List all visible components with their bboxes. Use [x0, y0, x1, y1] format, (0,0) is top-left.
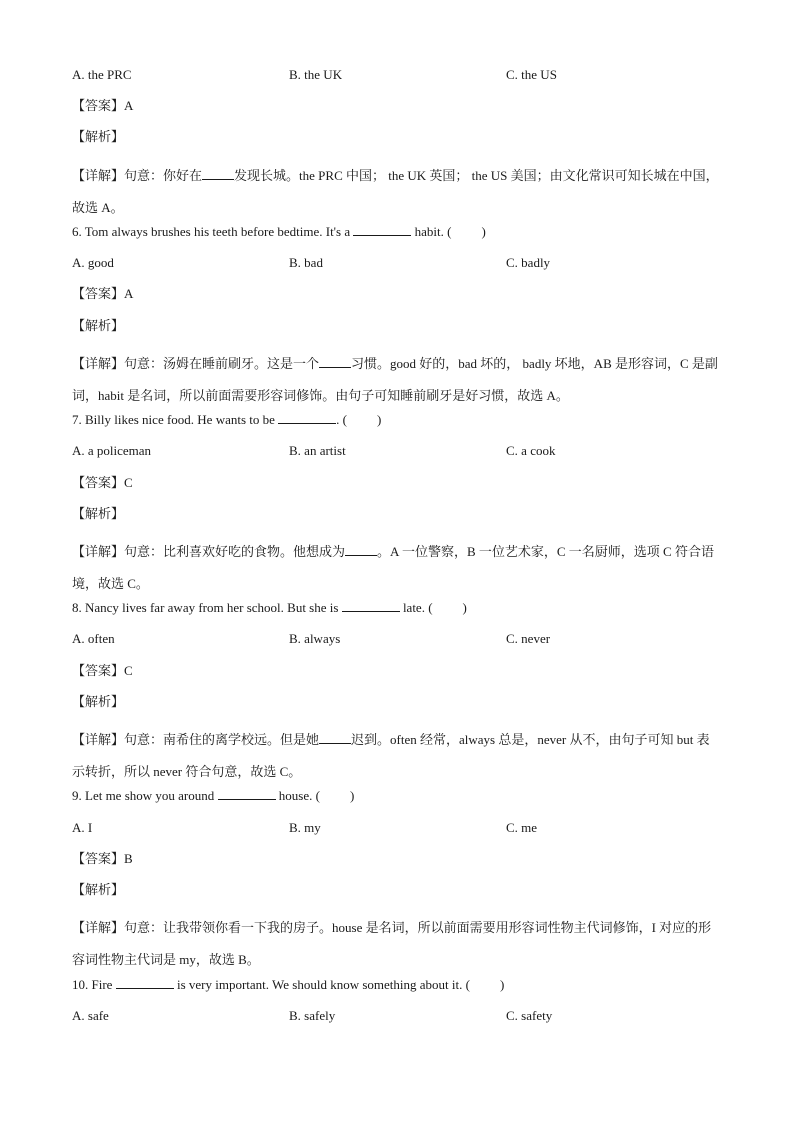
q6-answer	[72, 285, 722, 316]
analysis-tag: 【解析】	[72, 883, 125, 898]
analysis-tag: 【解析】	[72, 318, 125, 334]
detail-text: 习惯。good 好的，bad 坏的， badly 坏地，AB 是形容词，C 是副词，habit 是名词，所以前面需要形容词修饰。由句子可知睡前刷牙是好习惯，故选 A。	[72, 355, 718, 403]
answer-tag: 【答案】	[72, 287, 125, 303]
answer-value: C	[124, 474, 133, 490]
detail-tag: 【详解】	[72, 733, 125, 749]
q7-stem	[72, 411, 722, 442]
detail-text: 句意：南希住的离学校远。但是她	[124, 732, 320, 748]
stem-text: is very important. We should know something about it. (	[176, 976, 470, 992]
answer-value: C	[124, 662, 133, 678]
q7-answer	[72, 474, 722, 505]
answer-value: B	[124, 850, 133, 866]
stem-text: habit. (	[414, 223, 452, 239]
q8-option-a: A. often	[72, 631, 115, 647]
q10-option-a: A. safe	[72, 1007, 109, 1023]
detail-tag: 【详解】	[72, 921, 125, 937]
blank	[278, 411, 336, 424]
stem-text: )	[462, 600, 467, 616]
stem-text: )	[499, 976, 505, 992]
answer-tag: 【答案】	[72, 851, 125, 867]
answer-tag: 【答案】	[72, 475, 125, 491]
detail-text: 。A 一位警察，B 一位艺术家，C 一名厨师，选项 C 符合语境，故选 C。	[72, 543, 714, 592]
q6-options	[72, 254, 722, 285]
q10-option-b: B. safely	[289, 1007, 336, 1023]
analysis-tag: 【解析】	[72, 130, 125, 146]
q9-stem	[72, 787, 722, 818]
q9-options	[72, 819, 722, 850]
detail-tag: 【详解】	[72, 356, 125, 372]
blank	[342, 599, 400, 612]
detail-text: 句意：你好在	[124, 167, 203, 183]
stem-text: 6. Tom always brushes his teeth before bedtime. It's a	[72, 223, 351, 239]
blank	[345, 543, 377, 556]
q10-options	[72, 1007, 722, 1038]
q6-stem	[72, 223, 722, 254]
q8-stem	[72, 599, 722, 630]
analysis-tag: 【解析】	[72, 694, 125, 710]
answer-tag: 【答案】	[72, 663, 125, 679]
q7-option-c: C. a cook	[506, 443, 556, 459]
stem-text: 8. Nancy lives far away from her school. But she is	[72, 600, 339, 616]
blank	[319, 355, 351, 368]
blank	[116, 976, 174, 989]
answer-tag: 【答案】	[72, 99, 125, 115]
q7-option-a: A. a policeman	[72, 443, 152, 459]
q5-analysis	[72, 128, 722, 159]
q9-analysis	[72, 881, 722, 912]
q9-option-b: B. my	[289, 819, 321, 835]
q9-option-a: A. I	[72, 819, 93, 835]
stem-text: . (	[336, 412, 348, 428]
detail-text: 句意：让我带领你看一下我的房子。house 是名词，所以前面需要用形容词性物主代词修饰，I 对应的形容词性物主代词是 my，故选 B。	[72, 920, 712, 968]
q6-detail	[72, 348, 722, 411]
detail-text: 句意：比利喜欢好吃的食物。他想成为	[124, 543, 346, 559]
stem-text: late. (	[402, 600, 433, 616]
blank	[202, 167, 234, 180]
q8-option-b: B. always	[289, 631, 341, 647]
detail-text: 迟到。often 经常，always 总是，never 从不，由句子可知 but 表示转折，所以 never 符合句意，故选 C。	[72, 732, 710, 780]
stem-text: 10. Fire	[72, 976, 113, 992]
q10-option-c: C. safety	[506, 1007, 553, 1023]
stem-text: )	[481, 223, 486, 239]
stem-text: )	[377, 412, 382, 428]
q6-option-b: B. bad	[289, 255, 323, 271]
q6-option-a: A. good	[72, 255, 114, 271]
answer-value: A	[124, 286, 134, 302]
blank	[218, 787, 276, 800]
blank	[319, 731, 351, 744]
q8-options	[72, 630, 722, 661]
q8-answer	[72, 662, 722, 693]
q10-stem	[72, 976, 722, 1007]
q5-options	[72, 66, 722, 97]
detail-tag: 【详解】	[72, 544, 125, 560]
stem-text: )	[349, 788, 355, 804]
q5-option-c: C. the US	[506, 67, 557, 82]
q5-answer	[72, 97, 722, 128]
q7-detail	[72, 536, 722, 599]
answer-value: A	[124, 98, 134, 114]
detail-tag: 【详解】	[72, 168, 125, 184]
blank	[353, 223, 411, 236]
stem-text: 9. Let me show you around	[72, 788, 215, 804]
q8-option-c: C. never	[506, 631, 551, 647]
q6-option-c: C. badly	[506, 255, 551, 271]
q9-answer	[72, 850, 722, 881]
q9-detail	[72, 912, 722, 975]
q7-options	[72, 442, 722, 473]
detail-text: 句意：汤姆在睡前刷牙。这是一个	[124, 355, 320, 371]
q5-option-b: B. the UK	[289, 67, 343, 82]
q7-analysis	[72, 505, 722, 536]
q6-analysis	[72, 317, 722, 348]
document-page	[72, 66, 722, 1038]
stem-text: 7. Billy likes nice food. He wants to be	[72, 412, 275, 428]
q8-detail	[72, 724, 722, 787]
stem-text: house. (	[278, 788, 320, 804]
q8-analysis	[72, 693, 722, 724]
detail-text: 发现长城。the PRC 中国； the UK 英国； the US 美国；由文化常识可知长城在中国，故选 A。	[72, 167, 719, 215]
q5-option-a: A. the PRC	[72, 67, 132, 82]
analysis-tag: 【解析】	[72, 506, 125, 522]
q9-option-c: C. me	[506, 819, 538, 835]
q7-option-b: B. an artist	[289, 443, 346, 459]
q5-detail	[72, 160, 722, 223]
